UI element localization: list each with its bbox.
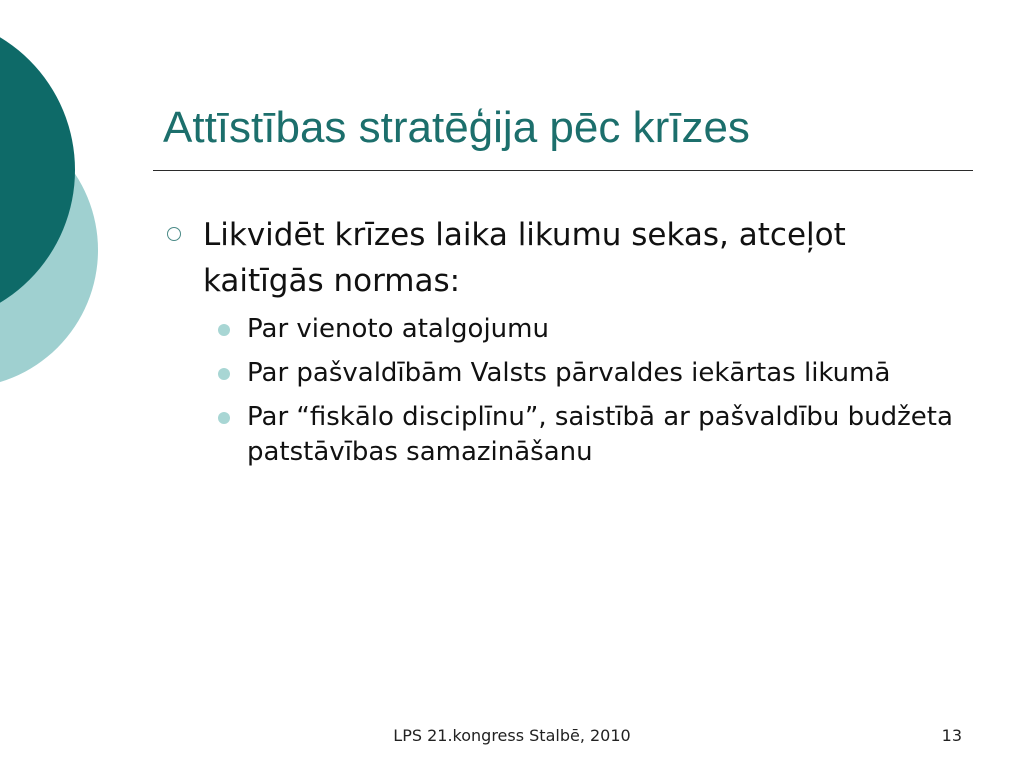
sub-bullet-item: [203, 312, 963, 347]
bullet-list: [163, 212, 963, 479]
filled-circle-bullet-icon: [218, 368, 230, 380]
filled-circle-bullet-icon: [218, 324, 230, 336]
slide-title: Attīstības stratēģija pēc krīzes: [163, 103, 750, 152]
sub-bullet-text: Par pašvaldībām Valsts pārvaldes iekārtas likumā: [247, 358, 891, 388]
slide-number: 13: [941, 726, 962, 745]
decorative-circles: [0, 0, 110, 420]
sub-bullet-text: Par “fiskālo disciplīnu”, saistībā ar pašvaldību budžeta patstāvības samazināšanu: [247, 402, 953, 467]
title-divider: [153, 170, 973, 171]
sub-bullet-item: [203, 356, 963, 391]
sub-bullet-text: Par vienoto atalgojumu: [247, 314, 549, 344]
sub-bullet-list: [203, 312, 963, 470]
slide-footer: LPS 21.kongress Stalbē, 2010: [393, 726, 631, 745]
sub-bullet-item: [203, 400, 963, 470]
hollow-circle-bullet-icon: [167, 227, 181, 241]
bullet-text: Likvidēt krīzes laika likumu sekas, atceļot kaitīgās normas:: [203, 217, 846, 299]
filled-circle-bullet-icon: [218, 412, 230, 424]
bullet-item: [163, 212, 963, 470]
